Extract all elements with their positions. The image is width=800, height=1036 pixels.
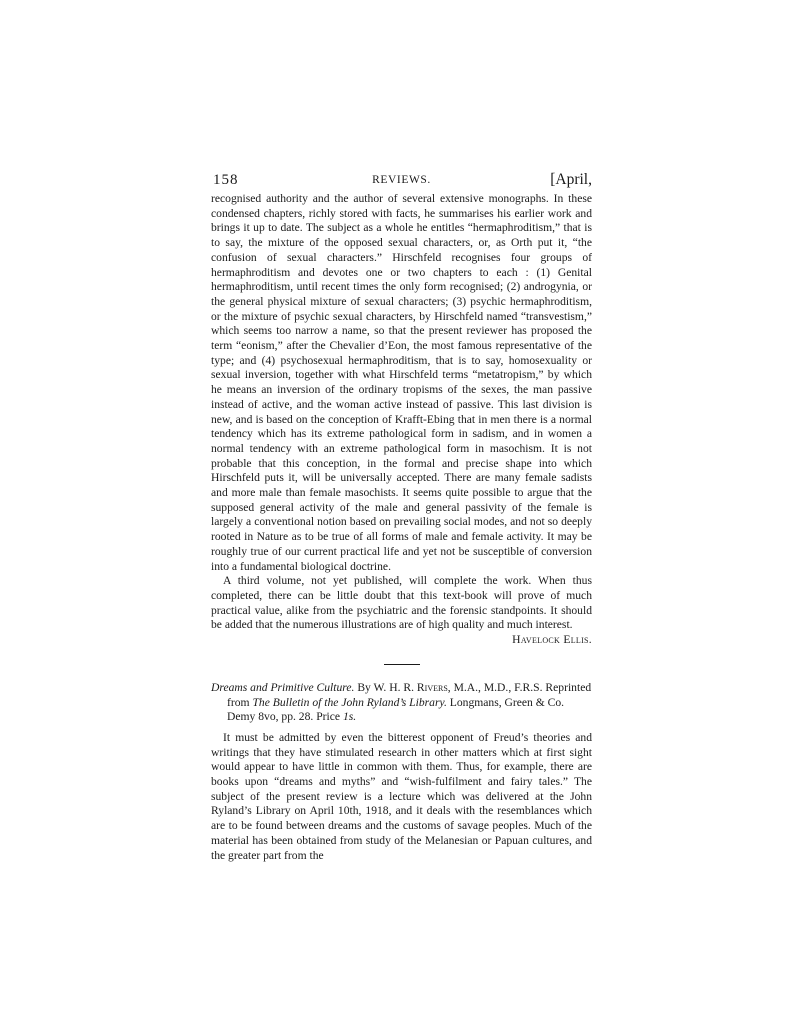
- reviewer-signature: Havelock Ellis.: [512, 633, 592, 647]
- issue-month: [April,: [550, 171, 592, 188]
- review-paragraph: It must be admitted by even the bitterest opponent of Freud’s theories and writings that they have stimulated research in other matters which at first sight would appear to have little in common with them. Thus, for example, there are books upon “dreams and myths” and “wish-fulfilment and fairy tales.” The subject of the present review is a lecture which was delivered at the John Ryland’s Library on April 10th, 1918, and it deals with the resemblances which are to be found between dreams and the customs of savage peoples. Much of the material has been obtained from study of the Melanesian or Papuan cultures, and the greater part from the: [211, 730, 592, 862]
- bulletin-title: The Bulletin of the John Ryland’s Library.: [252, 695, 447, 709]
- journal-page: [211, 168, 592, 863]
- book-author: Rivers,: [416, 680, 451, 694]
- closing-text: A third volume, not yet published, will complete the work. When thus completed, there can be little doubt that this text-book will prove of much practical value, alike from the psychiatric and the forensic standpoints. It should be added that the numerous illustrations are of high quality and much interest.: [211, 574, 592, 632]
- running-head: [211, 168, 592, 192]
- author-credentials: M.A., M.D., F.R.S. Reprinted from: [227, 680, 592, 709]
- section-divider: [384, 664, 420, 665]
- page-number: 158: [213, 172, 239, 188]
- book-citation: [211, 681, 592, 725]
- section-title: REVIEWS.: [372, 174, 431, 186]
- citation-by: By W. H. R.: [357, 680, 415, 694]
- review-paragraph-closing: [211, 574, 592, 648]
- review-paragraph: recognised authority and the author of several extensive monographs. In these condensed chapters, richly stored with facts, he summarises his earlier work and brings it up to date. The subject as a whole he entitles “hermaphroditism,” that is to say, the mixture of the opposed sexual characters, or, as Orth put it, “the confusion of sexual characters.” Hirschfeld recognises four groups of hermaphroditism and devotes one or two chapters to each : (1) Genital hermaphroditism, until recent times the only form recognised; (2) androgynia, or the general physical mixture of sexual characters; (3) psychic hermaphroditism, or the mixture of psychic sexual characters, by Hirschfeld named “transvestism,” which seems too narrow a name, so that the present reviewer has proposed the term “eonism,” after the Chevalier d’Eon, the most famous representative of the type; and (4) psychosexual hermaphroditism, that is to say, homosexuality or sexual inversion, together with what Hirschfeld terms “metatropism,” by which he means an inversion of the ordinary tropisms of the sexes, the man passive instead of active, and the woman active instead of passive. This last division is new, and is based on the conception of Krafft-Ebing that in men there is a normal tendency which has its extreme pathological form in sadism, and in women a normal tendency with an extreme pathological form in masochism. It is not probable that this conception, in the formal and precise shape into which Hirschfeld puts it, will be universally accepted. There are many female sadists and more male than female masochists. It seems quite possible to argue that the supposed general activity of the male and general passivity of the female is largely a conventional notion based on prevailing social modes, and not so deeply rooted in Nature as to be true of all forms of male and female activity. It may be roughly true of our current practical life and yet not be susceptible of conversion into a fundamental biological doctrine.: [211, 192, 592, 573]
- book-price: 1s.: [342, 710, 357, 724]
- book-title: Dreams and Primitive Culture.: [211, 680, 355, 694]
- review-dreams: [211, 681, 592, 863]
- review-hirschfeld: [211, 192, 592, 648]
- publisher-details: Longmans, Green & Co. Demy 8vo, pp. 28. Price: [227, 695, 565, 724]
